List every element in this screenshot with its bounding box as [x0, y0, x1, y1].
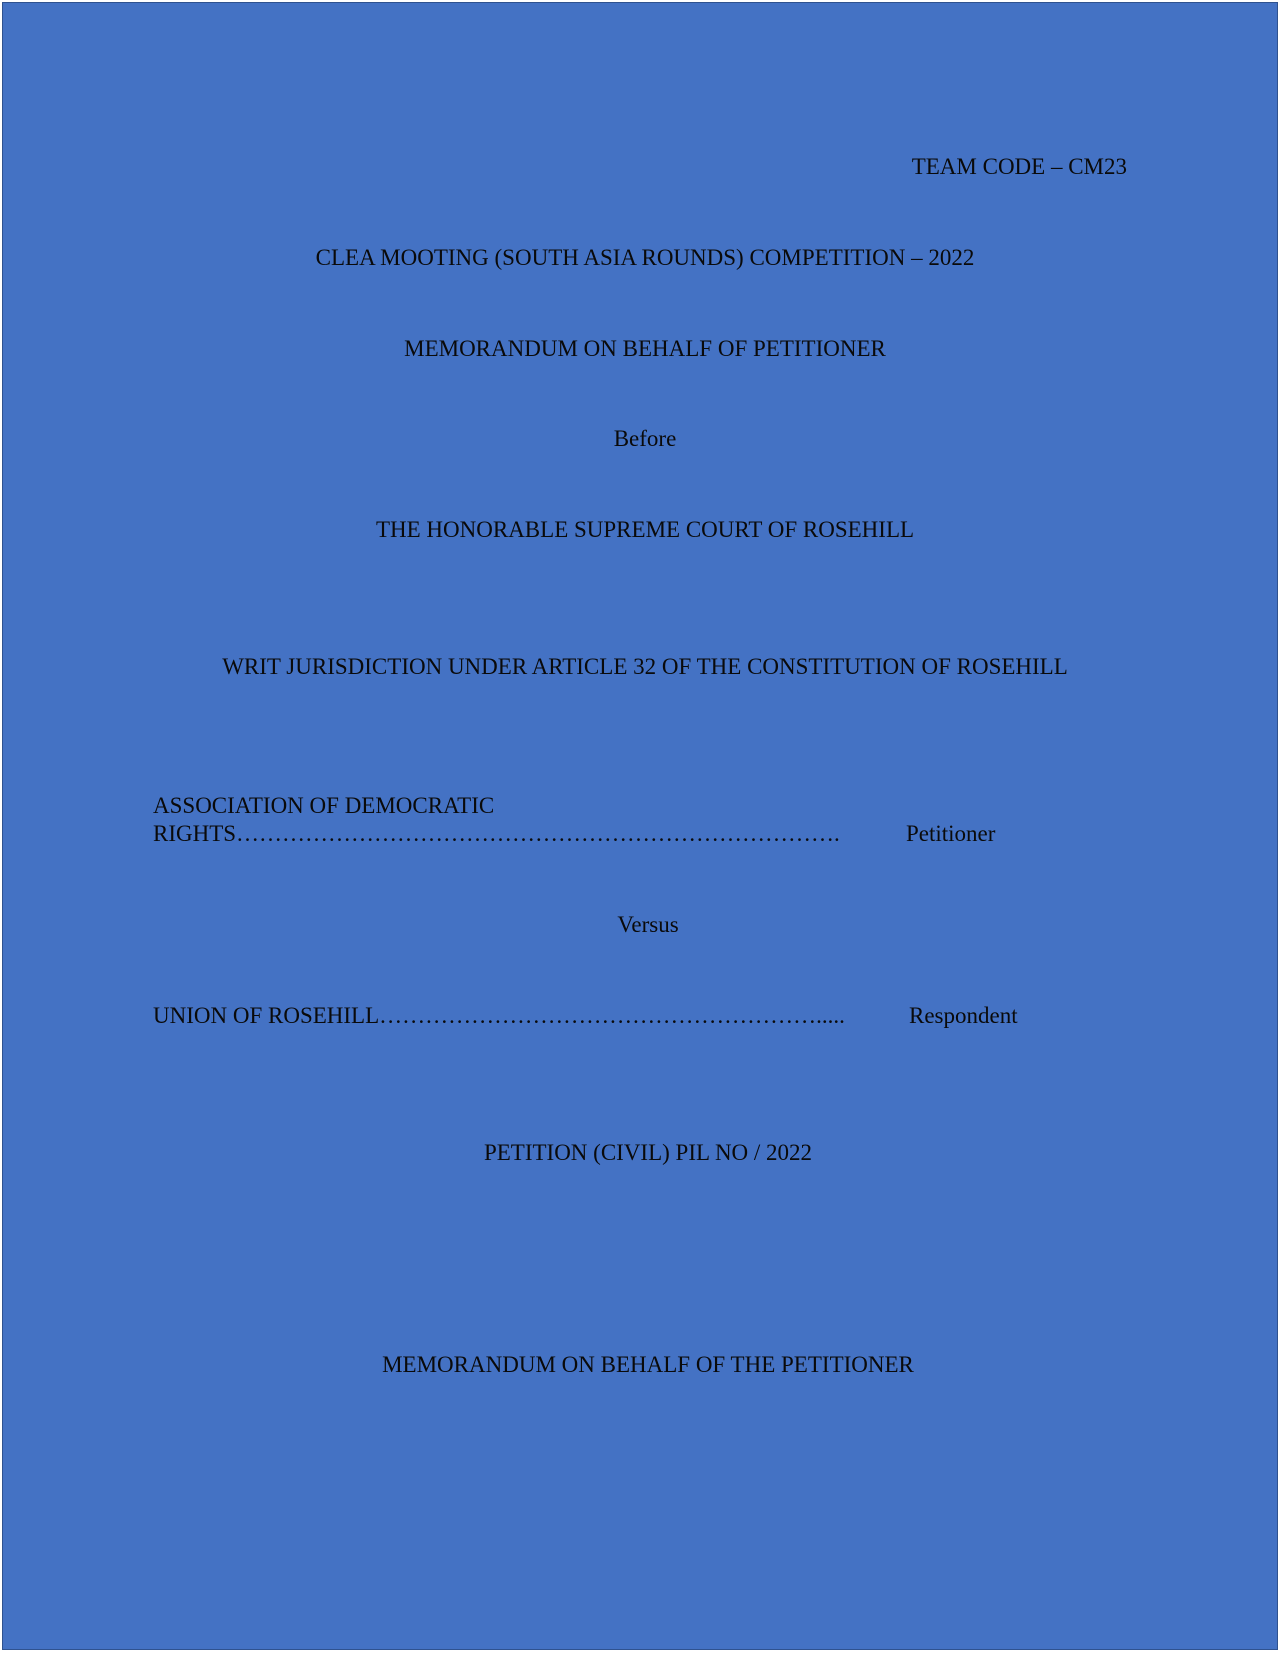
- memorandum-heading: MEMORANDUM ON BEHALF OF PETITIONER: [404, 336, 886, 361]
- petitioner-role: Petitioner: [906, 821, 996, 846]
- cover-page: [2, 2, 1278, 1650]
- respondent-name: UNION OF ROSEHILL………………………………………………….....: [153, 1003, 845, 1028]
- team-code: TEAM CODE – CM23: [911, 154, 1127, 179]
- court-name: THE HONORABLE SUPREME COURT OF ROSEHILL: [375, 517, 915, 542]
- respondent-role: Respondent: [909, 1003, 1018, 1028]
- versus-label: Versus: [617, 912, 679, 937]
- competition-title: CLEA MOOTING (SOUTH ASIA ROUNDS) COMPETITION – 2022: [315, 245, 975, 270]
- petitioner-name-line1: ASSOCIATION OF DEMOCRATIC: [153, 793, 495, 818]
- jurisdiction-line: WRIT JURISDICTION UNDER ARTICLE 32 OF THE CONSTITUTION OF ROSEHILL: [222, 654, 1068, 679]
- memorandum-footer: MEMORANDUM ON BEHALF OF THE PETITIONER: [382, 1352, 914, 1377]
- petition-number: PETITION (CIVIL) PIL NO / 2022: [483, 1140, 813, 1165]
- before-label: Before: [613, 426, 677, 451]
- petitioner-name-line2: RIGHTS…………………………………………………………………….: [153, 821, 840, 846]
